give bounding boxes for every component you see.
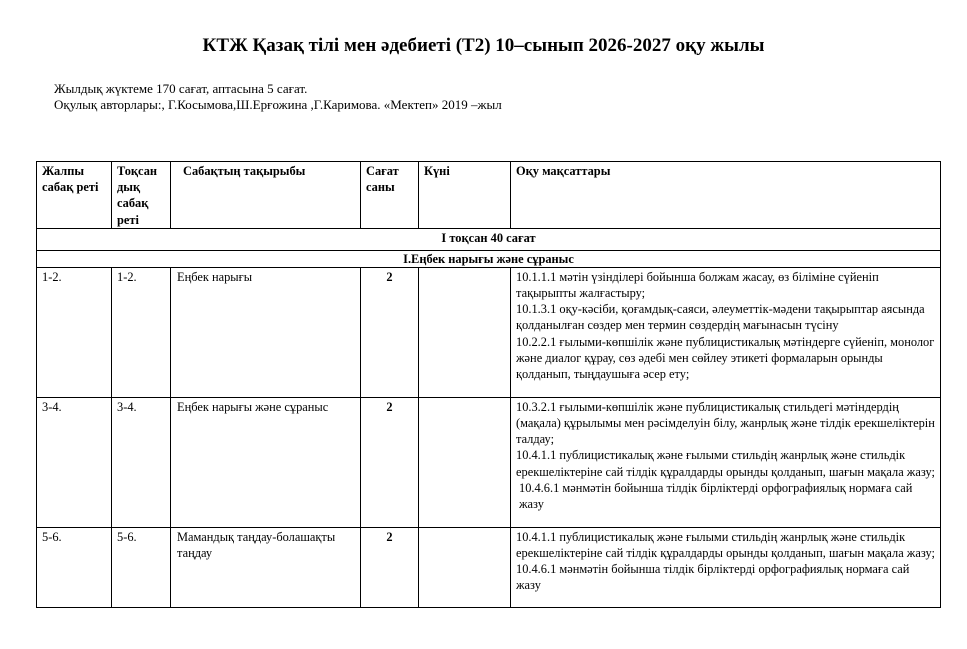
- cell-general-order: 3-4.: [37, 397, 112, 527]
- cell-objectives: [511, 527, 941, 607]
- objective-item: 10.1.3.1 оқу-кәсіби, қоғамдық-саяси, әлеуметтік-мәдени тақырыптар аясында қолданылған сөздер мен термин сөздердің мағынасын түсіну: [516, 302, 925, 333]
- quarter-row: [37, 228, 941, 250]
- cell-general-order: 5-6.: [37, 527, 112, 607]
- cell-quarter-order: 3-4.: [112, 397, 171, 527]
- cell-topic: Еңбек нарығы: [171, 267, 361, 397]
- cell-topic: Еңбек нарығы және сұраныс: [171, 397, 361, 527]
- objective-item: 10.3.2.1 ғылыми-көпшілік және публицистикалық стильдегі мәтіндердің (мақала) құрылымы мен рәсімделуін білу, жанрлық және тілдік ерекшеліктерін талдау;: [516, 399, 935, 447]
- cell-topic: Мамандық таңдау-болашақты таңдау: [171, 527, 361, 607]
- page-title: КТЖ Қазақ тілі мен әдебиеті (Т2) 10–сынып 2026-2027 оқу жылы: [202, 35, 765, 56]
- cell-hours: 2: [361, 397, 419, 527]
- cell-date: [419, 267, 511, 397]
- document-meta: [54, 81, 502, 113]
- header-objectives: Оқу мақсаттары: [511, 162, 941, 229]
- calendar-plan-table: [36, 161, 941, 608]
- workload-text: Жылдық жүктеме 170 сағат, аптасына 5 сағат.: [54, 81, 308, 96]
- objective-item: 10.4.1.1 публицистикалық және ғылыми стильдің жанрлық және стильдік ерекшеліктеріне сай тілдік құралдарды орынды қолданып, шағын мақала жазу;: [516, 529, 935, 561]
- objective-item: 10.1.1.1 мәтін үзінділері бойынша болжам жасау, өз біліміне сүйеніп тақырыпты жалғастыру;: [516, 269, 879, 301]
- header-topic: Сабақтың тақырыбы: [171, 162, 361, 229]
- block-label: I.Еңбек нарығы және сұраныс: [37, 250, 941, 267]
- quarter-label: I тоқсан 40 сағат: [37, 228, 941, 250]
- cell-objectives: [511, 267, 941, 397]
- cell-date: [419, 397, 511, 527]
- objective-item: 10.4.6.1 мәнмәтін бойынша тілдік бірліктерді орфографиялық нормаға сай жазу: [519, 480, 913, 512]
- cell-quarter-order: 1-2.: [112, 267, 171, 397]
- objective-item: 10.4.6.1 мәнмәтін бойынша тілдік бірліктерді орфографиялық нормаға сай жазу: [516, 562, 910, 593]
- cell-date: [419, 527, 511, 607]
- objective-item: 10.4.1.1 публицистикалық және ғылыми стильдің жанрлық және стильдік ерекшеліктеріне сай тілдік құралдарды орынды қолданып, шағын мақала жазу;: [516, 448, 935, 479]
- cell-general-order: 1-2.: [37, 267, 112, 397]
- objective-item: 10.2.2.1 ғылыми-көпшілік және публицистикалық мәтіндерге сүйеніп, монолог және диалог құрау, сөз әдебі мен сөйлеу этикеті формаларын орынды қолданып, тыңдаушыға әсер ету;: [516, 334, 935, 382]
- table-row: [37, 267, 941, 397]
- authors-text: Оқулық авторлары:, Г.Косымова,Ш.Ерғожина ,Г.Каримова. «Мектеп» 2019 –жыл: [54, 97, 502, 112]
- cell-hours: 2: [361, 527, 419, 607]
- cell-objectives: [511, 397, 941, 527]
- cell-hours: 2: [361, 267, 419, 397]
- table-row: [37, 397, 941, 527]
- header-date: Күні: [419, 162, 511, 229]
- table-row: [37, 527, 941, 607]
- header-hours: Сағат саны: [361, 162, 419, 229]
- cell-quarter-order: 5-6.: [112, 527, 171, 607]
- header-quarter-order: Тоқсан дық сабақ реті: [112, 162, 171, 229]
- header-general-order: Жалпы сабақ реті: [37, 162, 112, 229]
- table-header-row: [37, 162, 941, 229]
- block-row: [37, 250, 941, 267]
